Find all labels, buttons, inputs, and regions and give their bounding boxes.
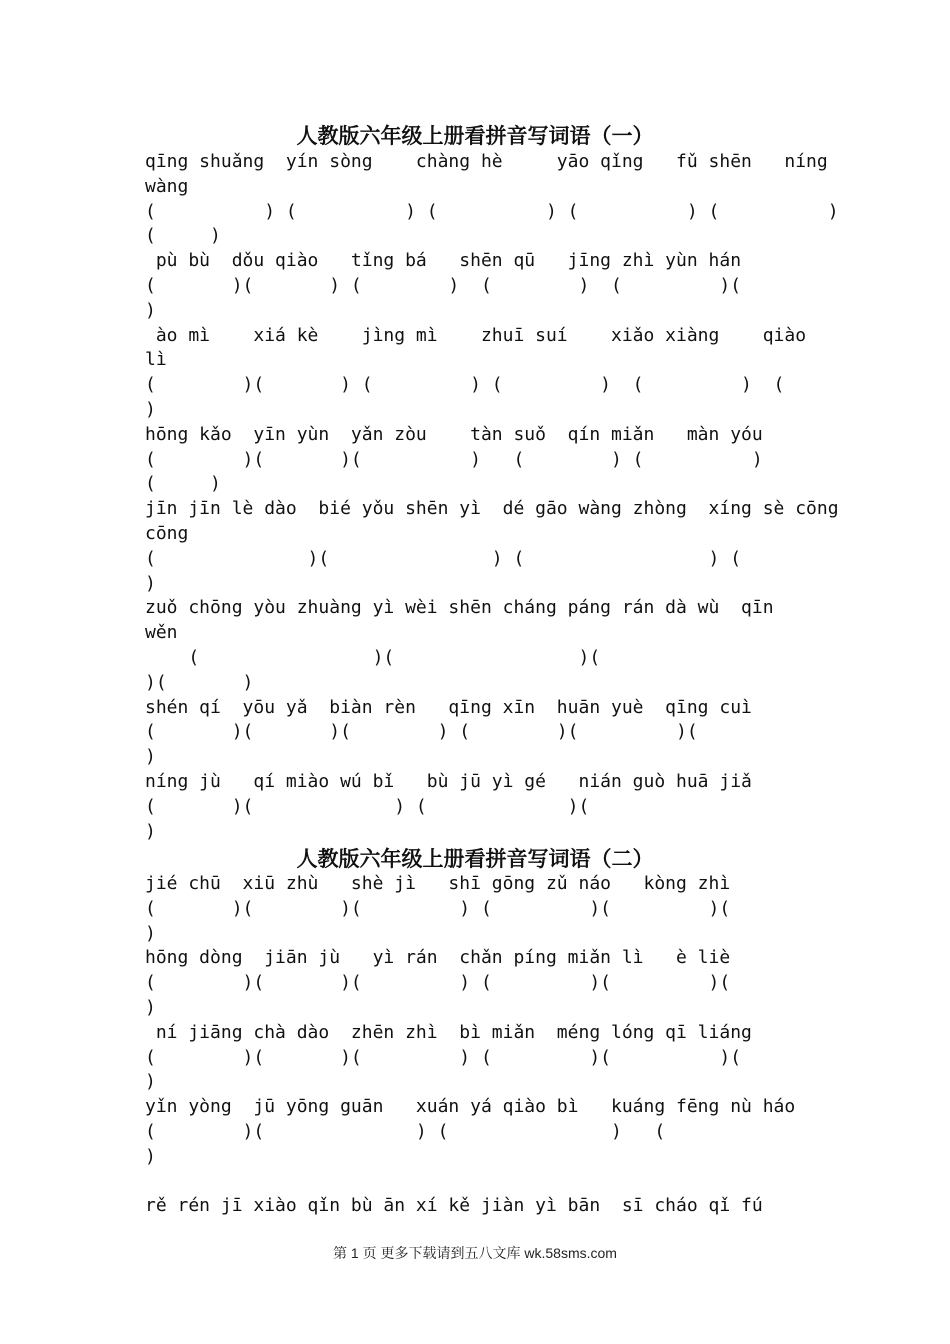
exercise-line: ( )( )( ) ( )( )( (145, 897, 731, 919)
exercise-line: ) (145, 1071, 156, 1093)
exercise-line: jié chū xiū zhù shè jì shī gōng zǔ náo kòng zhì (145, 873, 731, 894)
exercise-line: ní jiāng chà dào zhēn zhì bì miǎn méng lóng qī liáng (145, 1021, 752, 1043)
exercise-line: wàng (145, 175, 189, 197)
exercise-line: qīng shuǎng yín sòng chàng hè yāo qǐng fǔ shēn níng (145, 151, 828, 172)
exercise-line: ) (145, 399, 156, 420)
exercise-line: ) (145, 746, 156, 768)
exercise-line: ( ) (145, 473, 221, 495)
exercise-line: )( ) (145, 671, 254, 693)
exercise-line: cōng (145, 523, 189, 544)
exercise-line: zuǒ chōng yòu zhuàng yì wèi shēn cháng páng rán dà wù qīn (145, 597, 774, 619)
exercise-line: ( )( )( ) ( )( )( (145, 721, 698, 743)
exercise-line: níng jù qí miào wú bǐ bù jū yì gé nián guò huā jiǎ (145, 771, 752, 792)
exercise-line: ( )( )( ) ( )( )( (145, 972, 731, 994)
page-footer: 第 1 页 更多下载请到五八文库 wk.58sms.com (333, 1245, 617, 1261)
exercise-line: ( )( ) ( ) ( (145, 547, 742, 569)
exercise-line: lì (145, 349, 167, 371)
exercise-line: ( )( )( (145, 647, 601, 668)
exercise-line: ) (145, 997, 156, 1018)
exercise-line: ) (145, 820, 156, 842)
exercise-line: ào mì xiá kè jìng mì zhuī suí xiǎo xiàng qiào (145, 324, 807, 346)
exercise-line: ( ) ( ) ( ) ( ) ( ) (145, 200, 839, 222)
exercise-line: wěn (145, 622, 178, 644)
exercise-line: shén qí yōu yǎ biàn rèn qīng xīn huān yuè qīng cuì (145, 696, 752, 718)
exercise-line: ( )( )( ) ( )( )( (145, 1046, 742, 1068)
exercise-line: hōng dòng jiān jù yì rán chǎn píng miǎn lì è liè (145, 947, 731, 969)
exercise-line: yǐn yòng jū yōng guān xuán yá qiào bì kuáng fēng nù háo (145, 1096, 796, 1118)
exercise-line: hōng kǎo yīn yùn yǎn zòu tàn suǒ qín miǎn màn yóu (145, 423, 763, 445)
exercise-line: ) (145, 299, 156, 321)
exercise-line: rě rén jī xiào qǐn bù ān xí kě jiàn yì bān sī cháo qǐ fú (145, 1195, 763, 1217)
exercise-line: ( )( ) ( ) ( ) ( ) ( (145, 374, 785, 396)
exercise-line: ( )( ) ( )( (145, 795, 590, 817)
exercise-line: jīn jīn lè dào bié yǒu shēn yì dé gāo wàng zhòng xíng sè cōng (145, 498, 839, 520)
exercise-line: ( ) (145, 225, 221, 247)
section-1-title: 人教版六年级上册看拼音写词语（一） (296, 123, 654, 148)
exercise-line: ( )( )( ) ( ) ( ) (145, 448, 763, 470)
exercise-line: ) (145, 1145, 156, 1167)
exercise-line: ( )( ) ( ) ( ) ( )( (145, 275, 742, 296)
exercise-line: pù bù dǒu qiào tǐng bá shēn qū jīng zhì yùn hán (145, 250, 742, 272)
exercise-line: ) (145, 922, 156, 944)
exercise-line: ( )( ) ( ) ( (145, 1121, 666, 1142)
exercise-line: ) (145, 572, 156, 594)
section-2-title: 人教版六年级上册看拼音写词语（二） (296, 846, 654, 871)
